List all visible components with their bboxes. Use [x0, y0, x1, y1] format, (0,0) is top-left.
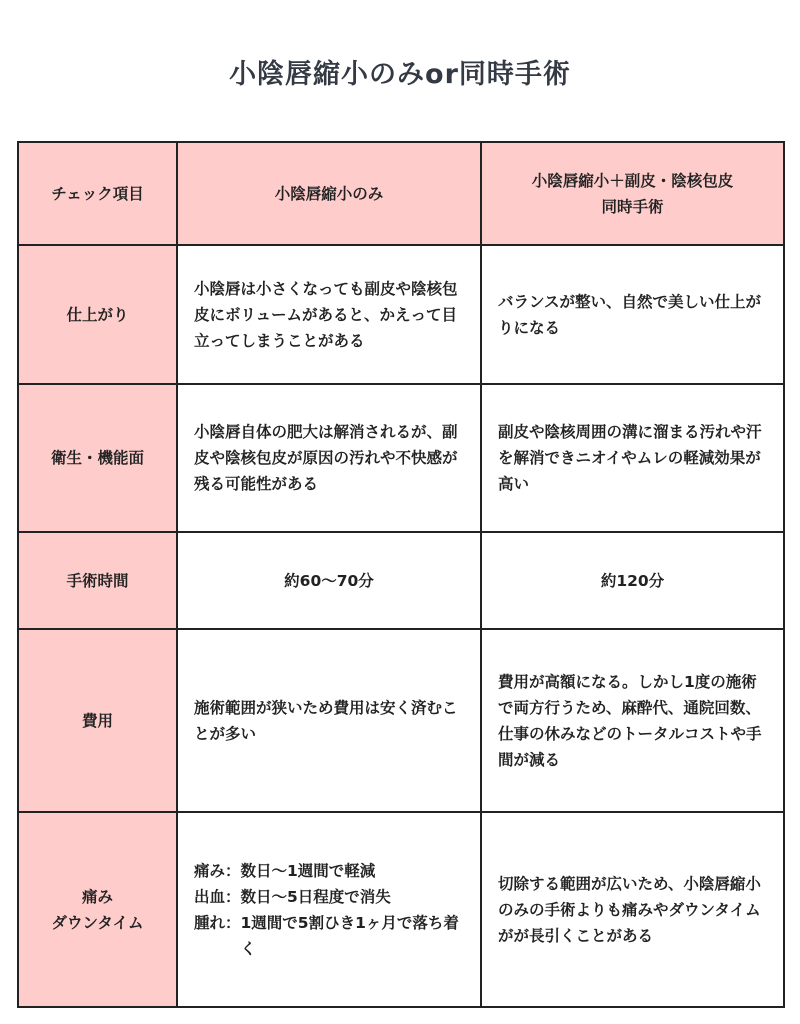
- row-label: 仕上がり: [18, 245, 177, 384]
- header-check-item: チェック項目: [18, 142, 177, 245]
- symptom-value: 数日〜5日程度で消失: [240, 887, 391, 906]
- header-only: 小陰唇縮小のみ: [177, 142, 481, 245]
- table-header-row: [18, 142, 784, 245]
- cell-combined: バランスが整い、自然で美しい仕上がりになる: [481, 245, 784, 384]
- table-row-cost: [18, 629, 784, 812]
- symptom-key: 痛み：: [194, 861, 241, 880]
- cell-only: 約60〜70分: [177, 532, 481, 629]
- cell-only: 小陰唇自体の肥大は解消されるが、副皮や陰核包皮が原因の汚れや不快感が残る可能性がある: [177, 384, 481, 532]
- header-combined-line1: 小陰唇縮小＋副皮・陰核包皮: [531, 171, 734, 190]
- comparison-table: [17, 141, 785, 1008]
- page-title: 小陰唇縮小のみor同時手術: [229, 59, 571, 90]
- row-label-line2: ダウンタイム: [51, 913, 144, 932]
- symptom-key: 出血：: [194, 887, 241, 906]
- symptom-value: 1週間で5割ひき1ヶ月で落ち着く: [240, 913, 459, 958]
- symptom-line: [194, 884, 464, 910]
- cell-only: 小陰唇は小さくなっても副皮や陰核包皮にボリュームがあると、かえって目立ってしまうことがある: [177, 245, 481, 384]
- cell-combined: 副皮や陰核周囲の溝に溜まる汚れや汗を解消できニオイやムレの軽減効果が高い: [481, 384, 784, 532]
- header-combined: [481, 142, 784, 245]
- row-label: 費用: [18, 629, 177, 812]
- header-combined-line2: 同時手術: [601, 197, 664, 216]
- cell-only: 施術範囲が狭いため費用は安く済むことが多い: [177, 629, 481, 812]
- table-row-time: [18, 532, 784, 629]
- cell-only: [177, 812, 481, 1007]
- symptom-value: 数日〜1週間で軽減: [240, 861, 376, 880]
- cell-combined: 約120分: [481, 532, 784, 629]
- cell-combined: 費用が高額になる。しかし1度の施術で両方行うため、麻酔代、通院回数、仕事の休みなどのトータルコストや手間が減る: [481, 629, 784, 812]
- row-label: [18, 812, 177, 1007]
- row-label: 手術時間: [18, 532, 177, 629]
- table-row-finish: [18, 245, 784, 384]
- table-row-hygiene: [18, 384, 784, 532]
- symptom-key: 腫れ：: [194, 913, 241, 932]
- symptom-line: [194, 858, 464, 884]
- cell-combined: 切除する範囲が広いため、小陰唇縮小のみの手術よりも痛みやダウンタイムがが長引くことがある: [481, 812, 784, 1007]
- row-label: 衛生・機能面: [18, 384, 177, 532]
- row-label-line1: 痛み: [81, 887, 113, 906]
- table-row-downtime: [18, 812, 784, 1007]
- symptom-line: [194, 910, 464, 962]
